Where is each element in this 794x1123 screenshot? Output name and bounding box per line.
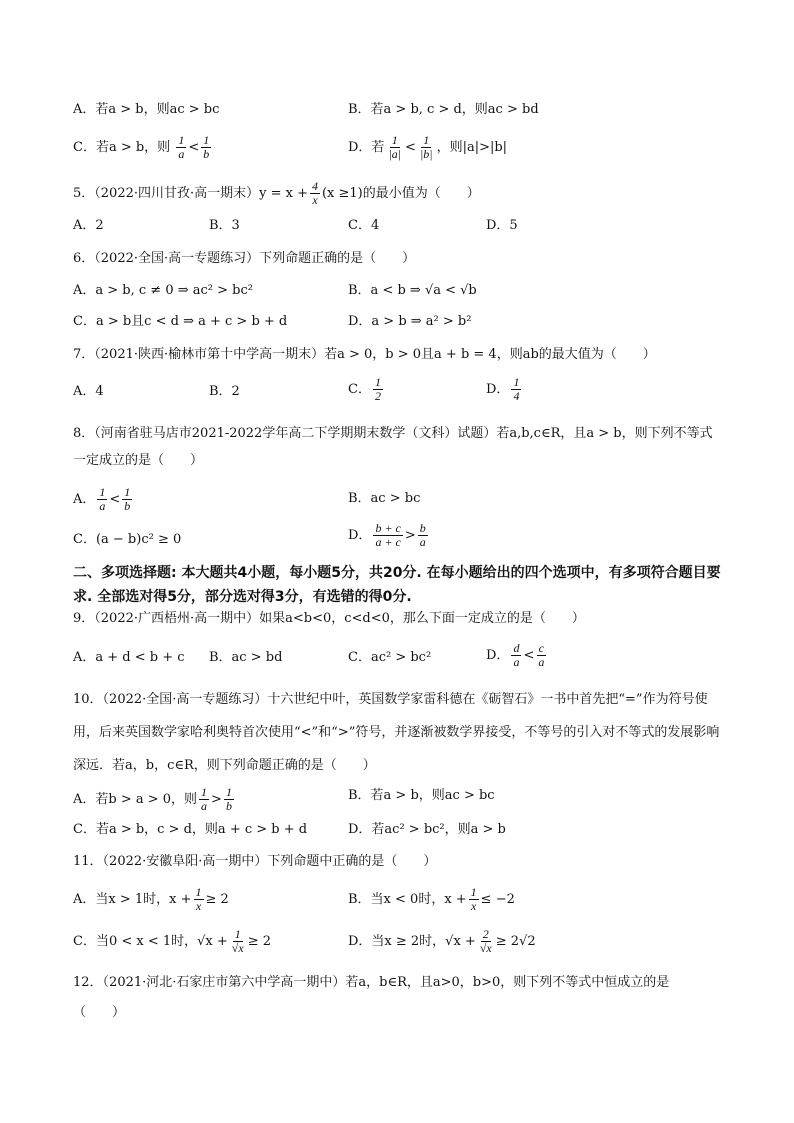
q5-option-d: D．5	[486, 218, 518, 233]
q7-option-a: A．4	[73, 384, 104, 399]
q5-stem: 5．（2022·四川甘孜·高一期末）y = x + $\frac{4}{x}$ (x ≥1)的最小值为（ ）	[73, 179, 480, 207]
q11-option-a: A．当x > 1时，x + $\frac{1}{x}$ ≥ 2	[73, 885, 229, 913]
fraction: $\frac{1}{x}$	[195, 885, 202, 913]
fraction: $\frac{1}{|a|}$	[388, 133, 402, 161]
q9-option-b: B．ac > bd	[209, 650, 283, 665]
fraction: $\frac{1}{b}$	[124, 485, 131, 513]
q4-option-a: A．若a > b，则ac > bc	[73, 102, 220, 117]
q5-option-b: B．3	[209, 218, 240, 233]
q6-option-d: D．a > b ⇒ a² > b²	[348, 314, 472, 329]
q8-option-b: B．ac > bc	[348, 491, 421, 506]
q8-option-d: D． $\frac{b + c}{a + c}$ > $\frac{b}{a}$	[348, 521, 426, 549]
fraction: $\frac{1}{a}$	[201, 785, 208, 813]
q8-option-c: C．(a − b)c² ≥ 0	[73, 532, 182, 547]
q4-option-c: C．若a > b，则 $\frac{1}{a}$ < $\frac{1}{b}$	[73, 133, 210, 161]
fraction: $\frac{1}{|b|}$	[419, 133, 433, 161]
q9-option-d: D． $\frac{d}{a}$ < $\frac{c}{a}$	[486, 641, 545, 669]
q10-option-c: C．若a > b，c > d，则a + c > b + d	[73, 822, 308, 837]
q4-option-b: B．若a > b, c > d，则ac > bd	[348, 102, 539, 117]
fraction: $\frac{1}{4}$	[513, 375, 520, 403]
q9-option-a: A．a + d < b + c	[73, 650, 185, 665]
q7-option-d: D． $\frac{1}{4}$	[486, 375, 520, 403]
fraction: $\frac{b}{a}$	[419, 521, 426, 549]
q6-option-b: B．a < b ⇒ √a < √b	[348, 283, 477, 298]
q4-option-d: D．若 $\frac{1}{|a|}$ < $\frac{1}{|b|}$ ，则|a|>|b|	[348, 133, 508, 161]
q10-option-b: B．若a > b，则ac > bc	[348, 788, 495, 803]
q7-stem: 7．（2021·陕西·榆林市第十中学高一期末）若a > 0，b > 0且a + b = 4，则ab的最大值为（ ）	[73, 347, 656, 362]
q11-option-b: B．当x < 0时，x + $\frac{1}{x}$ ≤ −2	[348, 885, 515, 913]
fraction: $\frac{4}{x}$	[311, 179, 318, 207]
section-heading: 二、多项选择题: 本大题共4小题，每小题5分，共20分. 在每小题给出的四个选项中，有多项符合题目要求. 全部选对得5分，部分选对得3分，有选错的得0分.	[73, 565, 721, 605]
q8-option-a: A． $\frac{1}{a}$ < $\frac{1}{b}$	[73, 485, 131, 513]
q6-option-a: A．a > b, c ≠ 0 ⇒ ac² > bc²	[73, 283, 253, 298]
q11-option-d: D．当x ≥ 2时，√x + $\frac{2}{√x}$ ≥ 2√2	[348, 927, 536, 955]
q12-answer-paren: （ ）	[73, 1005, 126, 1020]
q5-option-c: C．4	[348, 218, 380, 233]
fraction: $\frac{c}{a}$	[538, 641, 545, 669]
q11-stem: 11．（2022·安徽阜阳·高一期中）下列命题中正确的是（ ）	[73, 854, 437, 869]
q12-stem: 12．（2021·河北·石家庄市第六中学高一期中）若a，b∈R，且a>0，b>0，则下列不等式中恒成立的是	[73, 975, 670, 990]
q10-option-a: A．若b > a > 0，则 $\frac{1}{a}$ > $\frac{1}{b}$	[73, 785, 232, 813]
fraction: $\frac{1}{x}$	[470, 885, 477, 913]
fraction: $\frac{2}{√x}$	[479, 927, 492, 955]
fraction: $\frac{1}{√x}$	[231, 927, 244, 955]
fraction: $\frac{b + c}{a + c}$	[375, 521, 401, 549]
q7-option-b: B．2	[209, 384, 240, 399]
fraction: $\frac{1}{a}$	[99, 485, 106, 513]
q8-stem: 8．（河南省驻马店市2021-2022学年高二下学期期末数学（文科）试题）若a,b,c∈R，且a > b，则下列不等式一定成立的是（ ）	[73, 426, 713, 468]
q7-option-c: C． $\frac{1}{2}$	[348, 375, 381, 403]
q6-stem: 6．（2022·全国·高一专题练习）下列命题正确的是（ ）	[73, 251, 416, 266]
q11-option-c: C．当0 < x < 1时，√x + $\frac{1}{√x}$ ≥ 2	[73, 927, 271, 955]
q9-stem: 9．（2022·广西梧州·高一期中）如果a<b<0，c<d<0，那么下面一定成立的是（ ）	[73, 611, 585, 626]
q5-option-a: A．2	[73, 218, 104, 233]
fraction: $\frac{1}{a}$	[178, 133, 185, 161]
fraction: $\frac{1}{2}$	[374, 375, 381, 403]
q10-stem: 10．（2022·全国·高一专题练习）十六世纪中叶，英国数学家雷科德在《砺智石》一书中首先把“=”作为符号使用，后来英国数学家哈利奥特首次使用“<”和“>”符号，并逐渐被数学界接受，不等号的引入对不等式的发展影响深远．若a，b，c∈R，则下列命题正确的是（ ）	[73, 692, 720, 773]
fraction: $\frac{1}{b}$	[203, 133, 210, 161]
q9-option-c: C．ac² > bc²	[348, 650, 432, 665]
fraction: $\frac{1}{b}$	[225, 785, 232, 813]
fraction: $\frac{d}{a}$	[513, 641, 520, 669]
q6-option-c: C．a > b且c < d ⇒ a + c > b + d	[73, 314, 288, 329]
q10-option-d: D．若ac² > bc²，则a > b	[348, 822, 506, 837]
